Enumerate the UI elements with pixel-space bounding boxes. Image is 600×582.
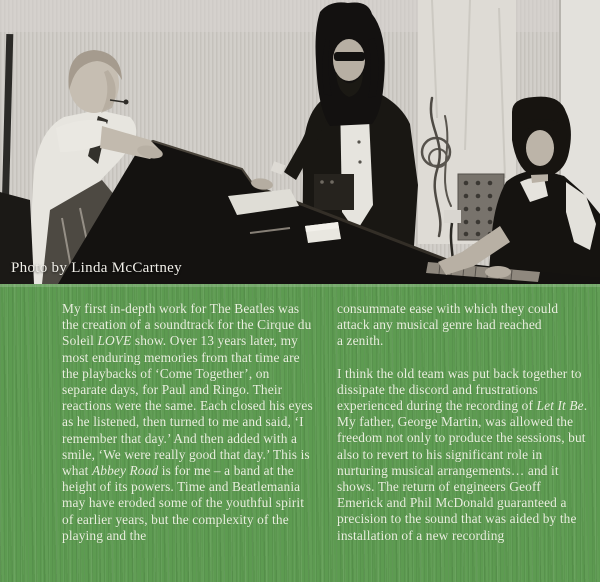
text-column-left: My first in-depth work for The Beatles was the creation of a soundtrack for the Cirque du Soleil LOVE show. Over 13 years later, my most enduring memories from that time are the playbacks of ‘Come Together’, on separate days, for Paul and Ringo. Their reactions were the same. Each closed his eyes as he listened, then turned to me and said, ‘I remember that day.’ And then added with a smile, ‘We were really good that day.’ This is what Abbey Road is for me – a band at the height of its powers. Time and Beatlemania may have eroded some of the youthful spirit of earlier years, but the complexity of the playing and the	[62, 301, 313, 543]
text-column-right: consummate ease with which they could attack any musical genre had reached a zenith. I think the old team was put back together to dissipate the discord and frustrations experienced during the recording of Let It Be. My father, George Martin, was allowed the freedom not only to produce the sessions, but also to revert to his significant role in nurturing musical arrangements… and it shows. The return of engineers Geoff Emerick and Phil McDonald guaranteed a precision to the sound that was aided by the installation of a new recording	[337, 301, 588, 543]
photo-caption: Photo by Linda McCartney	[11, 260, 182, 276]
studio-photo-art	[0, 0, 600, 284]
text-panel	[0, 284, 600, 582]
studio-photo	[0, 0, 600, 284]
recording-equipment	[314, 174, 354, 210]
two-column-text	[0, 284, 600, 544]
